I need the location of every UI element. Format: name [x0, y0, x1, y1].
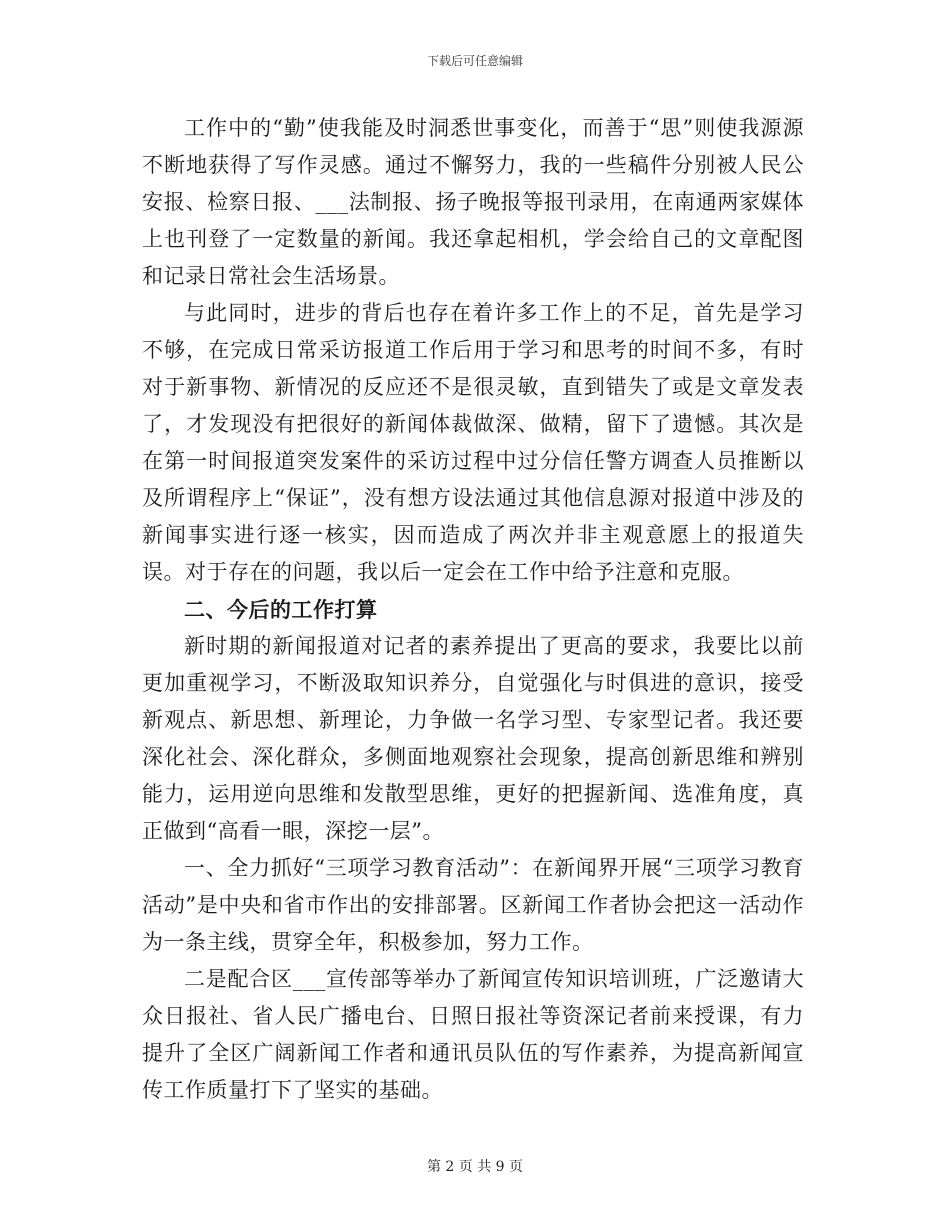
paragraph-three-activities: 一、全力抓好“三项学习教育活动”：在新闻界开展“三项学习教育活动”是中央和省市作出的安排部署。区新闻工作者协会把这一活动作为一条主线，贯穿全年，积极参加，努力工作。: [142, 856, 804, 954]
document-body: [142, 110, 804, 1109]
page-footer: 第 2 页 共 9 页: [426, 1159, 524, 1175]
paragraph-training-class: 二是配合区___宣传部等举办了新闻宣传知识培训班，广泛邀请大众日报社、省人民广播电台、日照日报社等资深记者前来授课，有力提升了全区广阔新闻工作者和通讯员队伍的写作素养，为提高新闻宣传工作质量打下了坚实的基础。: [142, 967, 804, 1102]
section-heading-future-plans: 二、今后的工作打算: [184, 597, 378, 622]
paragraph-shortcomings: 与此同时，进步的背后也存在着许多工作上的不足，首先是学习不够，在完成日常采访报道工作后用于学习和思考的时间不多，有时对于新事物、新情况的反应还不是很灵敏，直到错失了或是文章发表了，才发现没有把很好的新闻体裁做深、做精，留下了遗憾。其次是在第一时间报道突发案件的采访过程中过分信任警方调查人员推断以及所谓程序上“保证”，没有想方设法通过其他信息源对报道中涉及的新闻事实进行逐一核实，因而造成了两次并非主观意愿上的报道失误。对于存在的问题，我以后一定会在工作中给予注意和克服。: [142, 301, 804, 584]
paragraph-writing-achievements: 工作中的“勤”使我能及时洞悉世事变化，而善于“思”则使我源源不断地获得了写作灵感。通过不懈努力，我的一些稿件分别被人民公安报、检察日报、___法制报、扬子晚报等报刊录用，在南通两家媒体上也刊登了一定数量的新闻。我还拿起相机，学会给自己的文章配图和记录日常社会生活场景。: [142, 116, 804, 288]
page-header: 下载后可任意编辑: [426, 54, 523, 68]
paragraph-future-study: 新时期的新闻报道对记者的素养提出了更高的要求，我要比以前更加重视学习，不断汲取知识养分，自觉强化与时俱进的意识，接受新观点、新思想、新理论，力争做一名学习型、专家型记者。我还要深化社会、深化群众，多侧面地观察社会现象，提高创新思维和辨别能力，运用逆向思维和发散型思维，更好的把握新闻、选准角度，真正做到“高看一眼，深挖一层”。: [142, 634, 804, 843]
